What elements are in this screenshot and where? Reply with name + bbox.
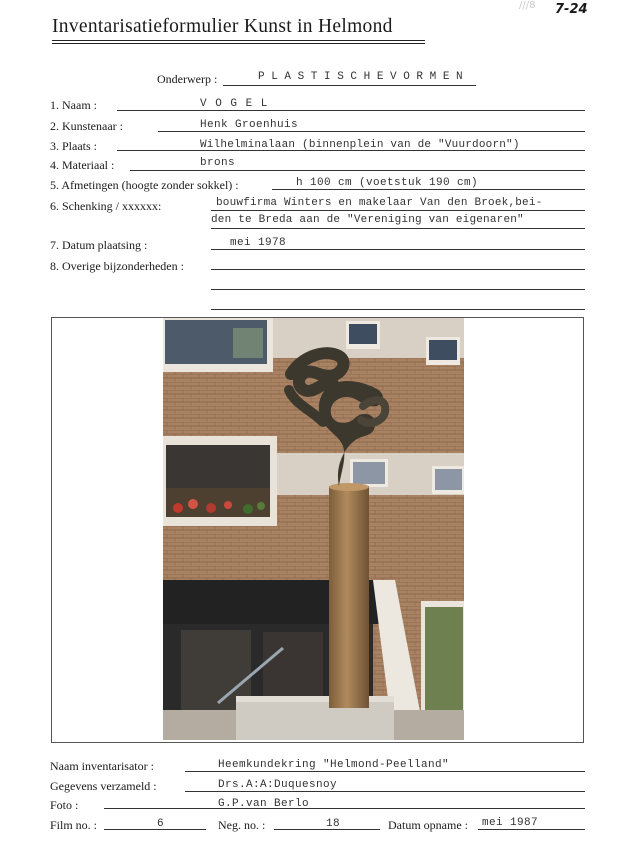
subject-label: Onderwerp :: [157, 72, 218, 86]
field-kunstenaar-line: [158, 131, 585, 132]
sculpture-photo-illustration: [163, 318, 464, 740]
field-afmetingen-value: h 100 cm (voetstuk 190 cm): [296, 177, 479, 189]
neg-value: 18: [326, 818, 341, 830]
faint-pencil-mark: ///8: [519, 0, 536, 11]
field-schenking-value-line1: bouwfirma Winters en makelaar Van den Broek,bei-: [216, 197, 543, 209]
verzameld-label: Gegevens verzameld :: [50, 779, 157, 793]
foto-value: G.P.van Berlo: [218, 798, 310, 810]
field-overige-label: 8. Overige bijzonderheden :: [50, 259, 184, 273]
field-schenking-value-line2: den te Breda aan de "Vereniging van eigenaren": [211, 214, 524, 226]
datum-opname-value: mei 1987: [482, 817, 539, 829]
inventarisator-line: [185, 771, 585, 772]
field-schenking-line1: [211, 210, 585, 211]
field-overige-line2: [211, 289, 585, 290]
field-afmetingen-line: [272, 189, 585, 190]
field-materiaal-label: 4. Materiaal :: [50, 158, 115, 172]
field-datum-plaatsing-line: [211, 249, 585, 250]
inventarisator-value: Heemkundekring "Helmond-Peelland": [218, 759, 450, 771]
field-naam-label: 1. Naam :: [50, 98, 97, 112]
neg-label: Neg. no. :: [218, 818, 266, 832]
field-overige-line3: [211, 309, 585, 310]
title-underline-second: [52, 43, 425, 44]
field-datum-plaatsing-value: mei 1978: [230, 237, 287, 249]
field-kunstenaar-value: Henk Groenhuis: [200, 119, 299, 131]
field-datum-plaatsing-label: 7. Datum plaatsing :: [50, 238, 148, 252]
film-value: 6: [157, 818, 165, 830]
field-plaats-value: Wilhelminalaan (binnenplein van de "Vuurdoorn"): [200, 139, 520, 151]
datum-opname-line: [478, 829, 585, 830]
page-title: Inventarisatieformulier Kunst in Helmond: [52, 16, 393, 37]
field-kunstenaar-label: 2. Kunstenaar :: [50, 119, 123, 133]
field-overige-line1: [211, 269, 585, 270]
field-materiaal-line: [130, 170, 585, 171]
field-schenking-line2: [211, 228, 585, 229]
inventarisator-label: Naam inventarisator :: [50, 759, 154, 773]
field-naam-value: V O G E L: [200, 98, 269, 110]
field-plaats-label: 3. Plaats :: [50, 139, 97, 153]
subject-line: [223, 85, 476, 86]
verzameld-line: [185, 791, 585, 792]
foto-line: [104, 808, 585, 809]
datum-opname-label: Datum opname :: [388, 818, 468, 832]
field-schenking-label: 6. Schenking / xxxxxx:: [50, 199, 162, 213]
film-label: Film no. :: [50, 818, 98, 832]
corner-number: 7-24: [555, 2, 588, 17]
film-line: [104, 829, 206, 830]
field-materiaal-value: brons: [200, 157, 236, 169]
subject-value: P L A S T I S C H E V O R M E N: [258, 71, 463, 83]
verzameld-value: Drs.A:A:Duquesnoy: [218, 779, 338, 791]
field-naam-line: [117, 110, 585, 111]
sculpture-photo: [163, 318, 464, 740]
title-underline: [52, 40, 425, 41]
field-afmetingen-label: 5. Afmetingen (hoogte zonder sokkel) :: [50, 178, 239, 192]
foto-label: Foto :: [50, 798, 79, 812]
